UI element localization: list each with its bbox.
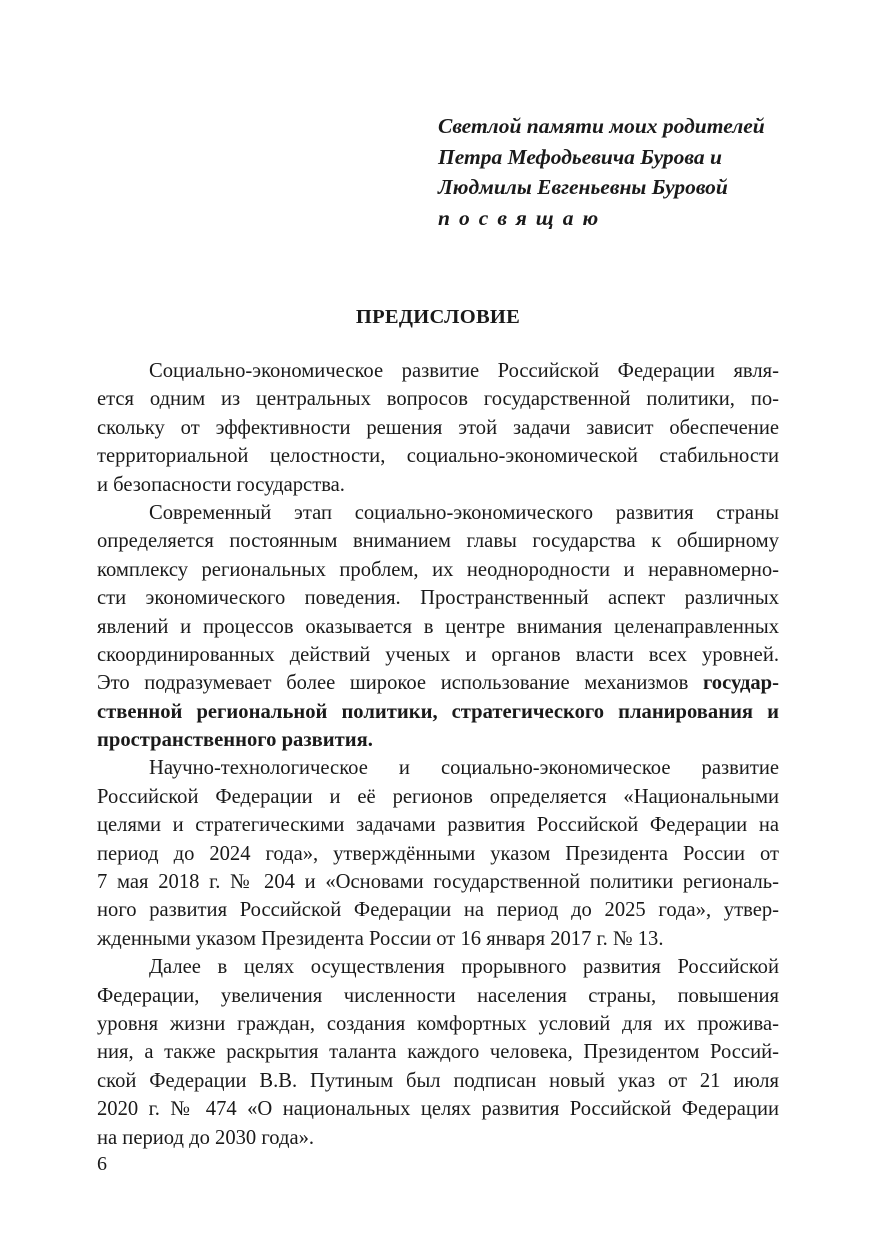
text-line: скольку от эффективности решения этой задачи зависит обеспечение xyxy=(97,416,779,439)
text-line: скоординированных действий ученых и органов власти всех уровней. xyxy=(97,643,779,666)
section-heading: ПРЕДИСЛОВИЕ xyxy=(355,306,521,328)
bold-text-line: ственной региональной политики, стратегического планирования и xyxy=(97,700,779,723)
text-line: 7 мая 2018 г. № 204 и «Основами государственной политики региональ- xyxy=(97,871,779,894)
dedication-line: Светлой памяти моих родителей xyxy=(438,114,765,138)
text-line: на период до 2030 года». xyxy=(97,1126,315,1149)
text-line: ется одним из центральных вопросов государственной политики, по- xyxy=(97,388,779,411)
dedication xyxy=(438,111,838,233)
text-line: уровня жизни граждан, создания комфортных условий для их прожива- xyxy=(97,1012,779,1035)
paragraph xyxy=(97,953,779,1152)
text-line-mixed xyxy=(97,669,779,697)
text-line: Научно-технологическое и социально-экономическое развитие xyxy=(149,757,779,780)
page-number: 6 xyxy=(97,1153,107,1175)
text-line: явлений и процессов оказывается в центре внимания целенаправленных xyxy=(97,615,779,638)
text-line: Далее в целях осуществления прорывного развития Российской xyxy=(149,956,779,979)
text-line: определяется постоянным вниманием главы государства к обширному xyxy=(97,530,779,553)
body-text xyxy=(97,357,779,1152)
bold-text-run: государ- xyxy=(702,672,779,695)
text-line: 2020 г. № 474 «О национальных целях развития Российской Федерации xyxy=(97,1098,779,1121)
text-line: жденными указом Президента России от 16 января 2017 г. № 13. xyxy=(97,927,664,950)
text-line: Социально-экономическое развитие Российской Федерации явля- xyxy=(149,360,779,382)
dedication-line: Петра Мефодьевича Бурова и xyxy=(438,144,722,169)
text-line: ния, а также раскрытия таланта каждого человека, Президентом Россий- xyxy=(97,1041,779,1064)
text-line: комплексу региональных проблем, их неоднородности и неравномерно- xyxy=(97,558,779,581)
text-line: Федерации, увеличения численности населения страны, повышения xyxy=(97,984,779,1007)
paragraph xyxy=(97,357,779,499)
paragraph xyxy=(97,499,779,755)
bold-text-line: пространственного развития. xyxy=(97,729,373,752)
text-line: сти экономического поведения. Пространственный аспект различных xyxy=(97,587,779,610)
text-line: территориальной целостности, социально-экономической стабильности xyxy=(97,445,779,468)
dedication-line: посвящаю xyxy=(438,205,608,230)
text-line: ного развития Российской Федерации на период до 2025 года», утвер- xyxy=(97,899,779,922)
text-line: Современный этап социально-экономического развития страны xyxy=(149,501,779,524)
text-line: период до 2024 года», утверждёнными указом Президента России от xyxy=(97,842,779,865)
paragraph xyxy=(97,754,779,953)
text-line: Российской Федерации и её регионов определяется «Национальными xyxy=(97,785,779,808)
dedication-line: Людмилы Евгеньевны Буровой xyxy=(438,175,728,199)
text-line: целями и стратегическими задачами развития Российской Федерации на xyxy=(97,814,779,837)
text-run: Это подразумевает более широкое использование механизмов xyxy=(97,672,703,695)
text-line: и безопасности государства. xyxy=(97,473,345,496)
text-line: ской Федерации В.В. Путиным был подписан новый указ от 21 июля xyxy=(97,1069,779,1092)
